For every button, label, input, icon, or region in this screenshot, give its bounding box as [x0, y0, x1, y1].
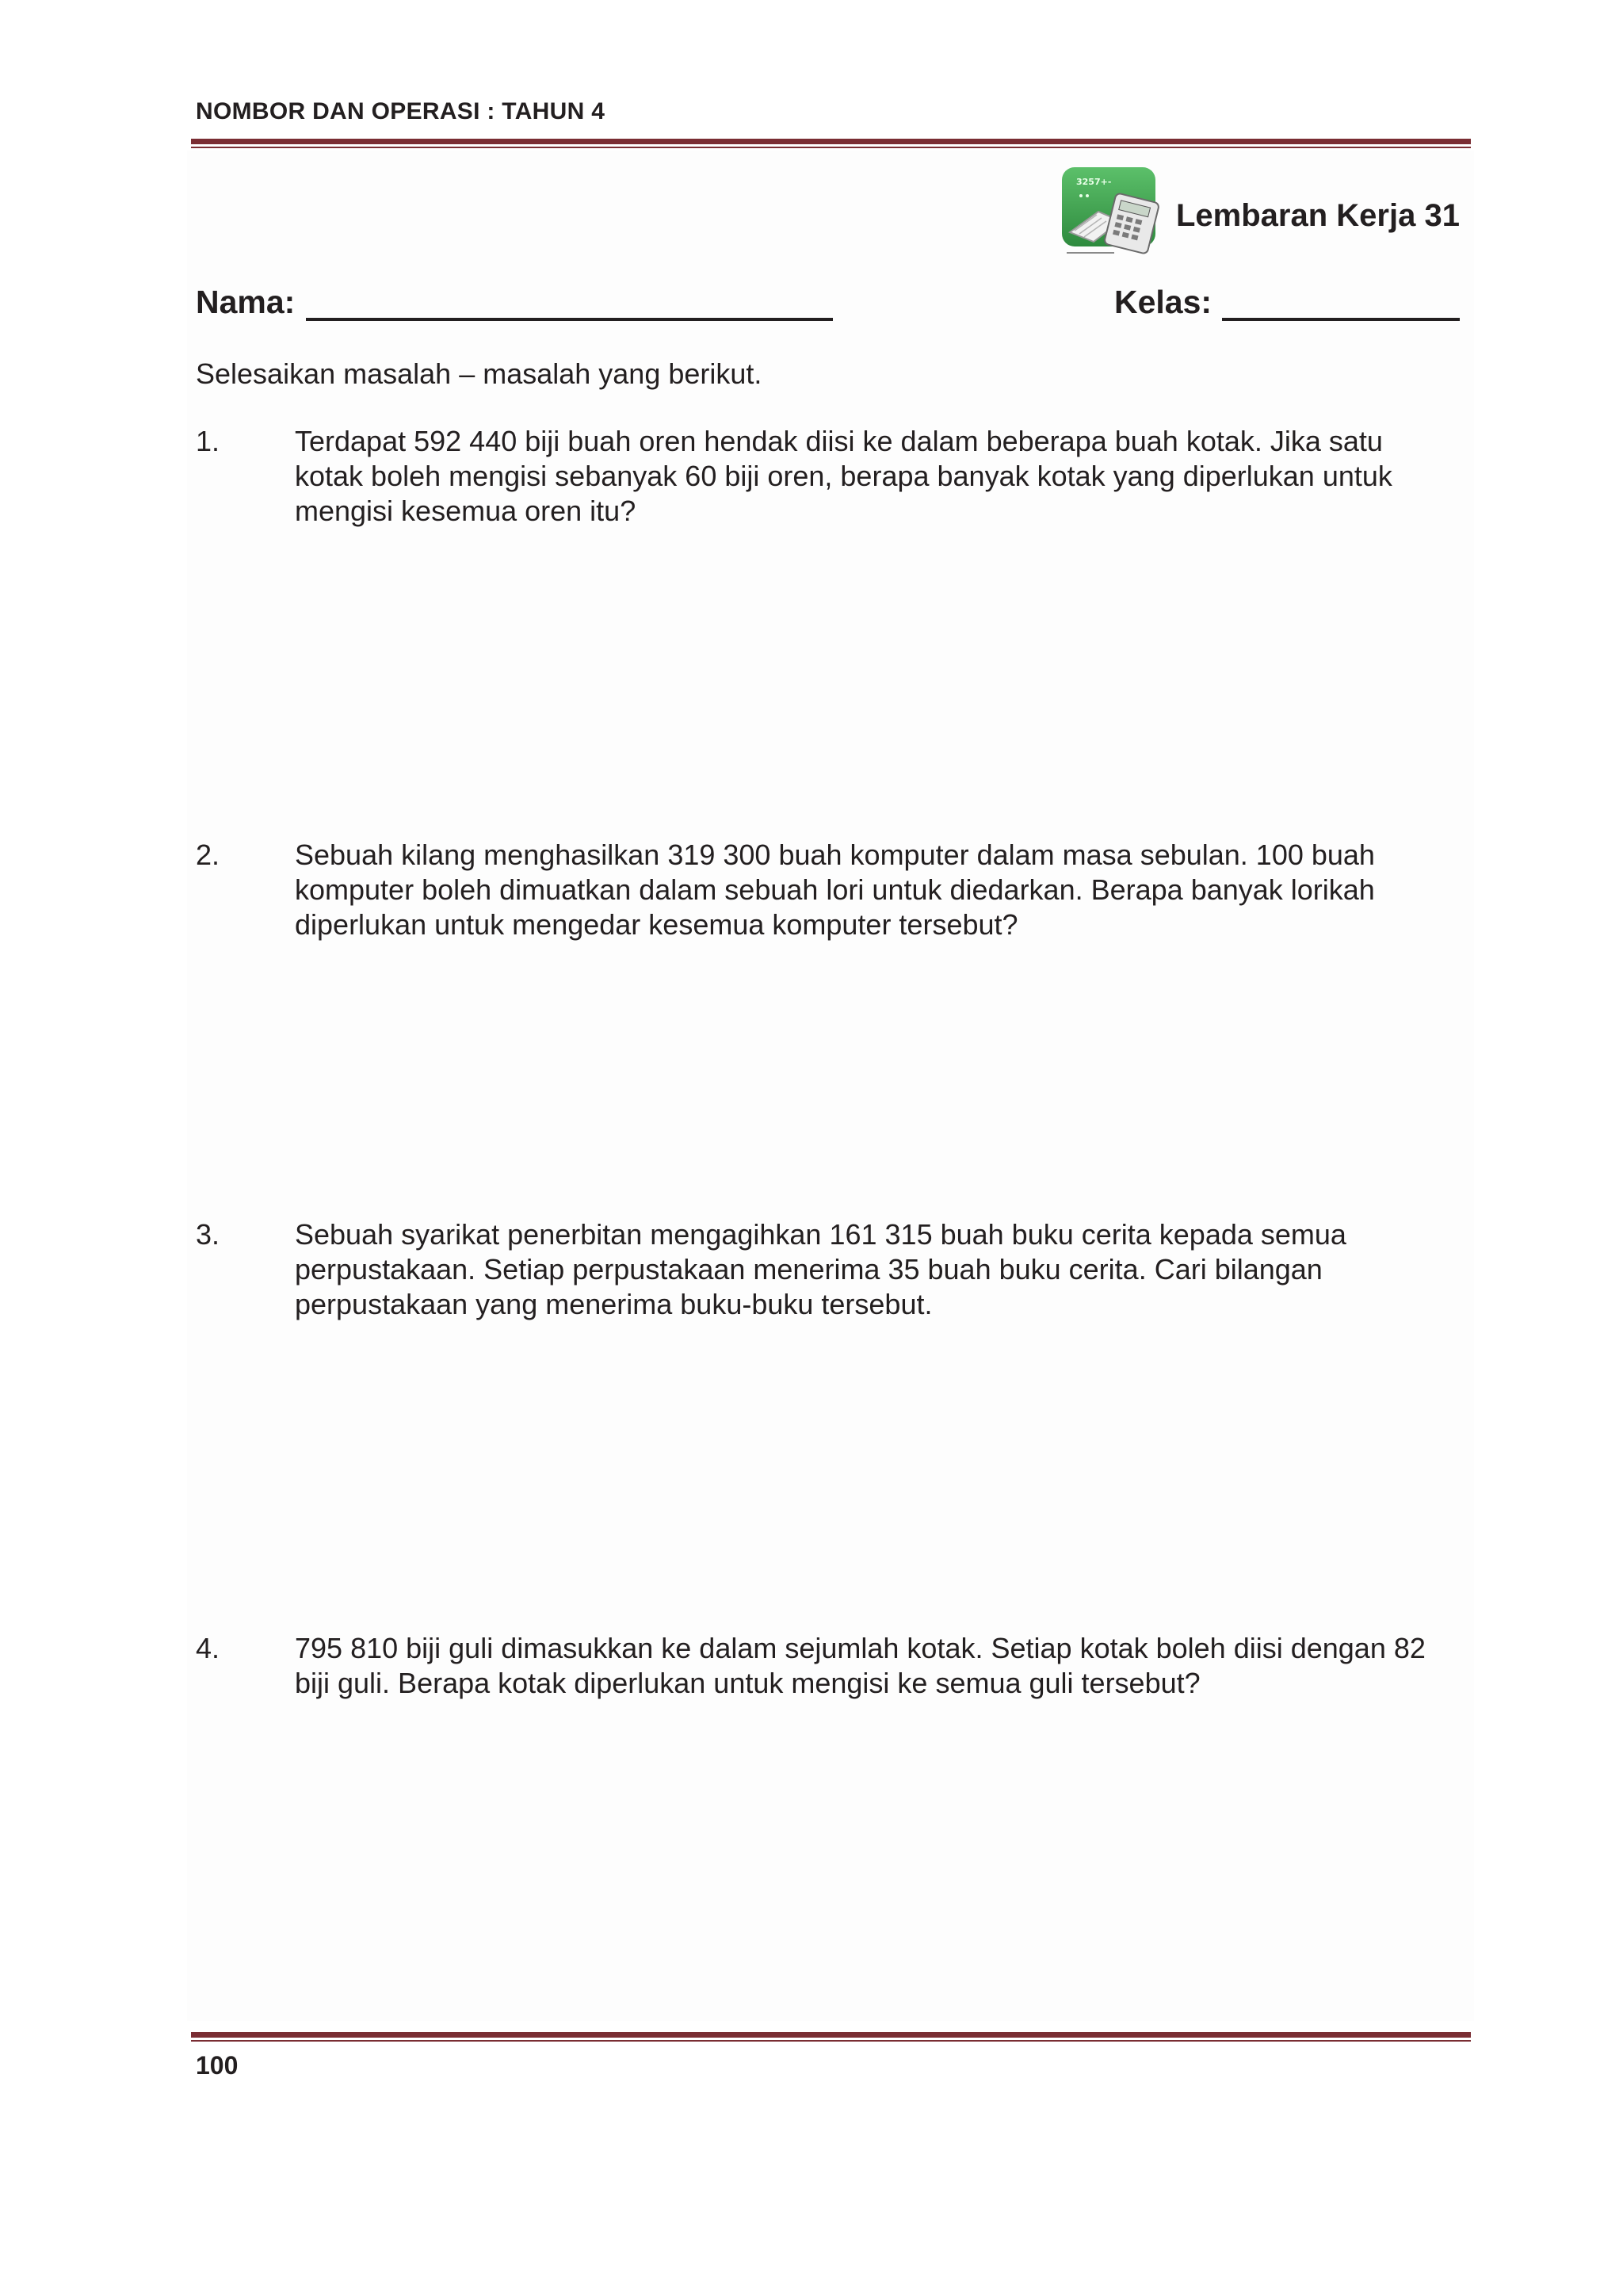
question-number: 3. — [196, 1218, 220, 1251]
svg-text:3257+-: 3257+- — [1076, 177, 1112, 187]
question-number: 2. — [196, 839, 220, 871]
question-number: 4. — [196, 1632, 220, 1664]
page-number: 100 — [196, 2051, 239, 2080]
footer-rule — [191, 2032, 1471, 2042]
question-text: 795 810 biji guli dimasukkan ke dalam sejumlah kotak. Setiap kotak boleh diisi dengan 82 biji guli. Berapa kotak diperlukan untuk mengisi ke semua guli tersebut? — [295, 1632, 1426, 1699]
question-number: 1. — [196, 425, 220, 457]
class-label: Kelas: — [1114, 284, 1212, 320]
question-text: Terdapat 592 440 biji buah oren hendak diisi ke dalam beberapa buah kotak. Jika satu kotak boleh mengisi sebanyak 60 biji oren, berapa banyak kotak yang diperlukan untuk mengisi kesemua oren itu? — [295, 425, 1392, 527]
header-rule — [191, 139, 1471, 148]
worksheet-title: Lembaran Kerja 31 — [1176, 198, 1460, 233]
name-field[interactable] — [306, 318, 833, 321]
name-label: Nama: — [196, 284, 296, 320]
instruction-text: Selesaikan masalah – masalah yang berikut. — [196, 357, 762, 390]
class-field[interactable] — [1222, 318, 1460, 321]
header-title: NOMBOR DAN OPERASI : TAHUN 4 — [196, 98, 605, 124]
question-text: Sebuah syarikat penerbitan mengagihkan 161 315 buah buku cerita kepada semua perpustakaan. Setiap perpustakaan menerima 35 buah buku cerita. Cari bilangan perpustakaan yang menerima buku-buku tersebut. — [295, 1218, 1346, 1320]
question-text: Sebuah kilang menghasilkan 319 300 buah komputer dalam masa sebulan. 100 buah komputer boleh dimuatkan dalam sebuah lori untuk diedarkan. Berapa banyak lorikah diperlukan untuk mengedar kesemua komputer tersebut? — [295, 839, 1375, 941]
calculator-icon — [1059, 162, 1165, 256]
